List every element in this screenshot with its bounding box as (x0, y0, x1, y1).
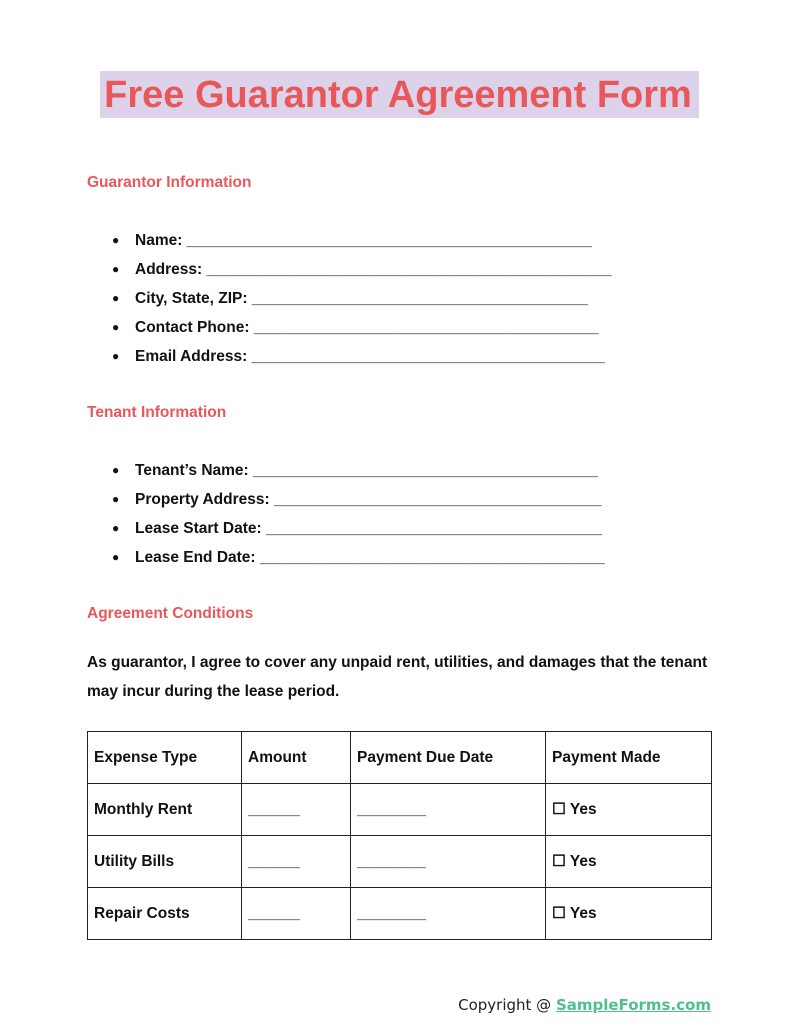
tenant-fields-list (108, 456, 605, 572)
copyright-text: Copyright @ (458, 996, 556, 1014)
guarantor-field-email[interactable]: ● Email Address: _________________________________________ (108, 342, 612, 371)
expense-type-cell: Repair Costs (88, 888, 242, 940)
tenant-section-heading: Tenant Information (87, 404, 227, 421)
due-date-cell[interactable]: ________ (351, 784, 546, 836)
header-payment-due-date: Payment Due Date (351, 732, 546, 784)
due-date-cell[interactable]: ________ (351, 836, 546, 888)
payment-made-checkbox[interactable]: ☐ Yes (546, 888, 712, 940)
bullet-icon: ● (112, 291, 120, 305)
tenant-field-property-address[interactable]: ● Property Address: ______________________________________ (108, 485, 605, 514)
guarantor-field-contact-phone[interactable]: ● Contact Phone: ________________________________________ (108, 313, 612, 342)
bullet-icon: ● (112, 521, 120, 535)
guarantor-field-name[interactable]: ● Name: _______________________________________________ (108, 226, 612, 255)
bullet-icon: ● (112, 320, 120, 334)
payment-made-checkbox[interactable]: ☐ Yes (546, 784, 712, 836)
agreement-section-heading: Agreement Conditions (87, 605, 254, 622)
tenant-field-lease-end[interactable]: ● Lease End Date: ________________________________________ (108, 543, 605, 572)
guarantor-section-heading: Guarantor Information (87, 174, 252, 191)
bullet-icon: ● (112, 463, 120, 477)
expense-type-cell: Utility Bills (88, 836, 242, 888)
amount-cell[interactable]: ______ (242, 888, 351, 940)
due-date-cell[interactable]: ________ (351, 888, 546, 940)
bullet-icon: ● (112, 550, 120, 564)
table-row (88, 784, 712, 836)
amount-cell[interactable]: ______ (242, 784, 351, 836)
bullet-icon: ● (112, 349, 120, 363)
guarantor-field-address[interactable]: ● Address: _______________________________________________ (108, 255, 612, 284)
table-row (88, 836, 712, 888)
expense-type-cell: Monthly Rent (88, 784, 242, 836)
guarantor-fields-list (108, 226, 612, 371)
table-header-row (88, 732, 712, 784)
copyright-footer (458, 996, 711, 1014)
bullet-icon: ● (112, 492, 120, 506)
header-expense-type: Expense Type (88, 732, 242, 784)
payment-made-checkbox[interactable]: ☐ Yes (546, 836, 712, 888)
bullet-icon: ● (112, 233, 120, 247)
header-payment-made: Payment Made (546, 732, 712, 784)
agreement-paragraph: As guarantor, I agree to cover any unpaid rent, utilities, and damages that the tenant may incur during the lease period. (87, 654, 708, 700)
page-title: Free Guarantor Agreement Form (104, 74, 692, 116)
header-amount: Amount (242, 732, 351, 784)
tenant-field-name[interactable]: ● Tenant’s Name: ________________________________________ (108, 456, 605, 485)
guarantor-field-city-state-zip[interactable]: ● City, State, ZIP: _______________________________________ (108, 284, 612, 313)
tenant-field-lease-start[interactable]: ● Lease Start Date: _______________________________________ (108, 514, 605, 543)
expense-table (87, 731, 712, 940)
bullet-icon: ● (112, 262, 120, 276)
table-row (88, 888, 712, 940)
amount-cell[interactable]: ______ (242, 836, 351, 888)
brand-link[interactable]: SampleForms.com (555, 996, 711, 1014)
